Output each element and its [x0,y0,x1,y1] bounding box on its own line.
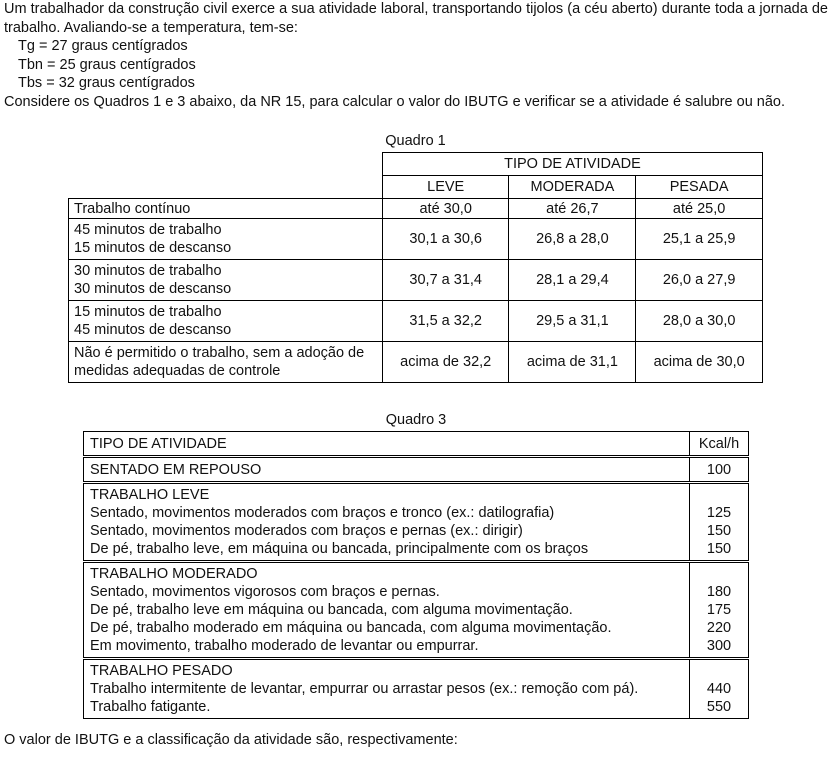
row-label: 15 minutos de trabalho 45 minutos de descanso [69,301,383,342]
kcal-value: 440 [706,681,732,697]
kcal-value: 125 [706,505,732,521]
question-intro [4,0,828,111]
question-instruction: Considere os Quadros 1 e 3 abaixo, da NR 15, para calcular o valor do IBUTG e verificar se a atividade é salubre ou não. [4,93,786,110]
row-label: 45 minutos de trabalho 15 minutos de descanso [69,219,383,260]
table-row [84,562,749,659]
kcal-value: 300 [706,638,732,654]
question-closing: O valor de IBUTG e a classificação da atividade são, respectivamente: [4,732,458,748]
list-item: De pé, trabalho leve em máquina ou bancada, com alguma movimentação. [90,602,573,618]
question-paragraph: Um trabalhador da construção civil exerce a sua atividade laboral, transportando tijolos (a céu aberto) durante toda a jornada de trabalho. Avaliando-se a temperatura, tem-se: [4,1,828,36]
kcal-values [690,659,749,719]
table-cell: acima de 31,1 [509,342,636,383]
table-cell: 28,0 a 30,0 [636,301,763,342]
table-cell: acima de 32,2 [382,342,509,383]
list-item: Trabalho fatigante. [90,699,211,715]
table-cell: 28,1 a 29,4 [509,260,636,301]
table-cell: até 25,0 [636,199,763,219]
table-cell: 30,1 a 30,6 [382,219,509,260]
measure-tbs: Tbs = 32 graus centígrados [18,75,195,91]
category-title: TRABALHO LEVE [90,487,210,503]
kcal-value: 100 [690,457,749,483]
table-row [69,219,763,260]
category-block [84,562,690,659]
quadro3-header-desc: TIPO DE ATIVIDADE [84,432,690,457]
list-item: Sentado, movimentos moderados com braços e pernas (ex.: dirigir) [90,523,523,539]
quadro1-group-header: TIPO DE ATIVIDADE [382,153,762,176]
quadro1-col-pesada: PESADA [636,176,763,199]
table-cell: 26,8 a 28,0 [509,219,636,260]
quadro1-col-moderada: MODERADA [509,176,636,199]
row-label: 30 minutos de trabalho 30 minutos de descanso [69,260,383,301]
list-item: Em movimento, trabalho moderado de levantar ou empurrar. [90,638,479,654]
table-cell: 31,5 a 32,2 [382,301,509,342]
kcal-value: 150 [706,523,732,539]
table-row [84,483,749,562]
kcal-values [690,562,749,659]
kcal-value: 150 [706,541,732,557]
category-block [84,483,690,562]
kcal-value: 180 [706,584,732,600]
quadro1-caption: Quadro 1 [385,133,446,149]
list-item: Sentado, movimentos vigorosos com braços e pernas. [90,584,440,600]
row-label: Não é permitido o trabalho, sem a adoção de medidas adequadas de controle [69,342,383,383]
table-row [69,301,763,342]
table-cell: 29,5 a 31,1 [509,301,636,342]
list-item: Trabalho intermitente de levantar, empurrar ou arrastar pesos (ex.: remoção com pá). [90,681,639,697]
category-block [84,659,690,719]
measure-tbn: Tbn = 25 graus centígrados [18,56,196,73]
quadro1-blank-cell [69,153,383,199]
list-item: Sentado, movimentos moderados com braços e tronco (ex.: datilografia) [90,505,555,521]
table-row [69,342,763,383]
table-row [69,199,763,219]
category-title: TRABALHO PESADO [90,663,233,679]
quadro1-col-leve: LEVE [382,176,509,199]
row-label: Trabalho contínuo [69,199,383,219]
kcal-values [690,483,749,562]
category-title: SENTADO EM REPOUSO [84,457,690,483]
kcal-value: 550 [706,699,732,715]
measure-tg: Tg = 27 graus centígrados [18,38,188,54]
list-item: De pé, trabalho moderado em máquina ou bancada, com alguma movimentação. [90,620,612,636]
table-cell: até 30,0 [382,199,509,219]
table-cell: acima de 30,0 [636,342,763,383]
table-row [84,457,749,483]
quadro1-table [68,152,763,383]
quadro3-header-row [84,432,749,457]
table-row [69,260,763,301]
list-item: De pé, trabalho leve, em máquina ou bancada, principalmente com os braços [90,541,589,557]
quadro3-header-unit: Kcal/h [690,432,749,457]
kcal-value: 175 [706,602,732,618]
table-row [84,659,749,719]
quadro3-caption: Quadro 3 [385,412,447,428]
table-cell: 25,1 a 25,9 [636,219,763,260]
table-cell: 30,7 a 31,4 [382,260,509,301]
quadro3-table [83,431,749,719]
table-cell: 26,0 a 27,9 [636,260,763,301]
quadro1-group-header-row [69,153,763,176]
kcal-value: 220 [706,620,732,636]
category-title: TRABALHO MODERADO [90,566,258,582]
table-cell: até 26,7 [509,199,636,219]
